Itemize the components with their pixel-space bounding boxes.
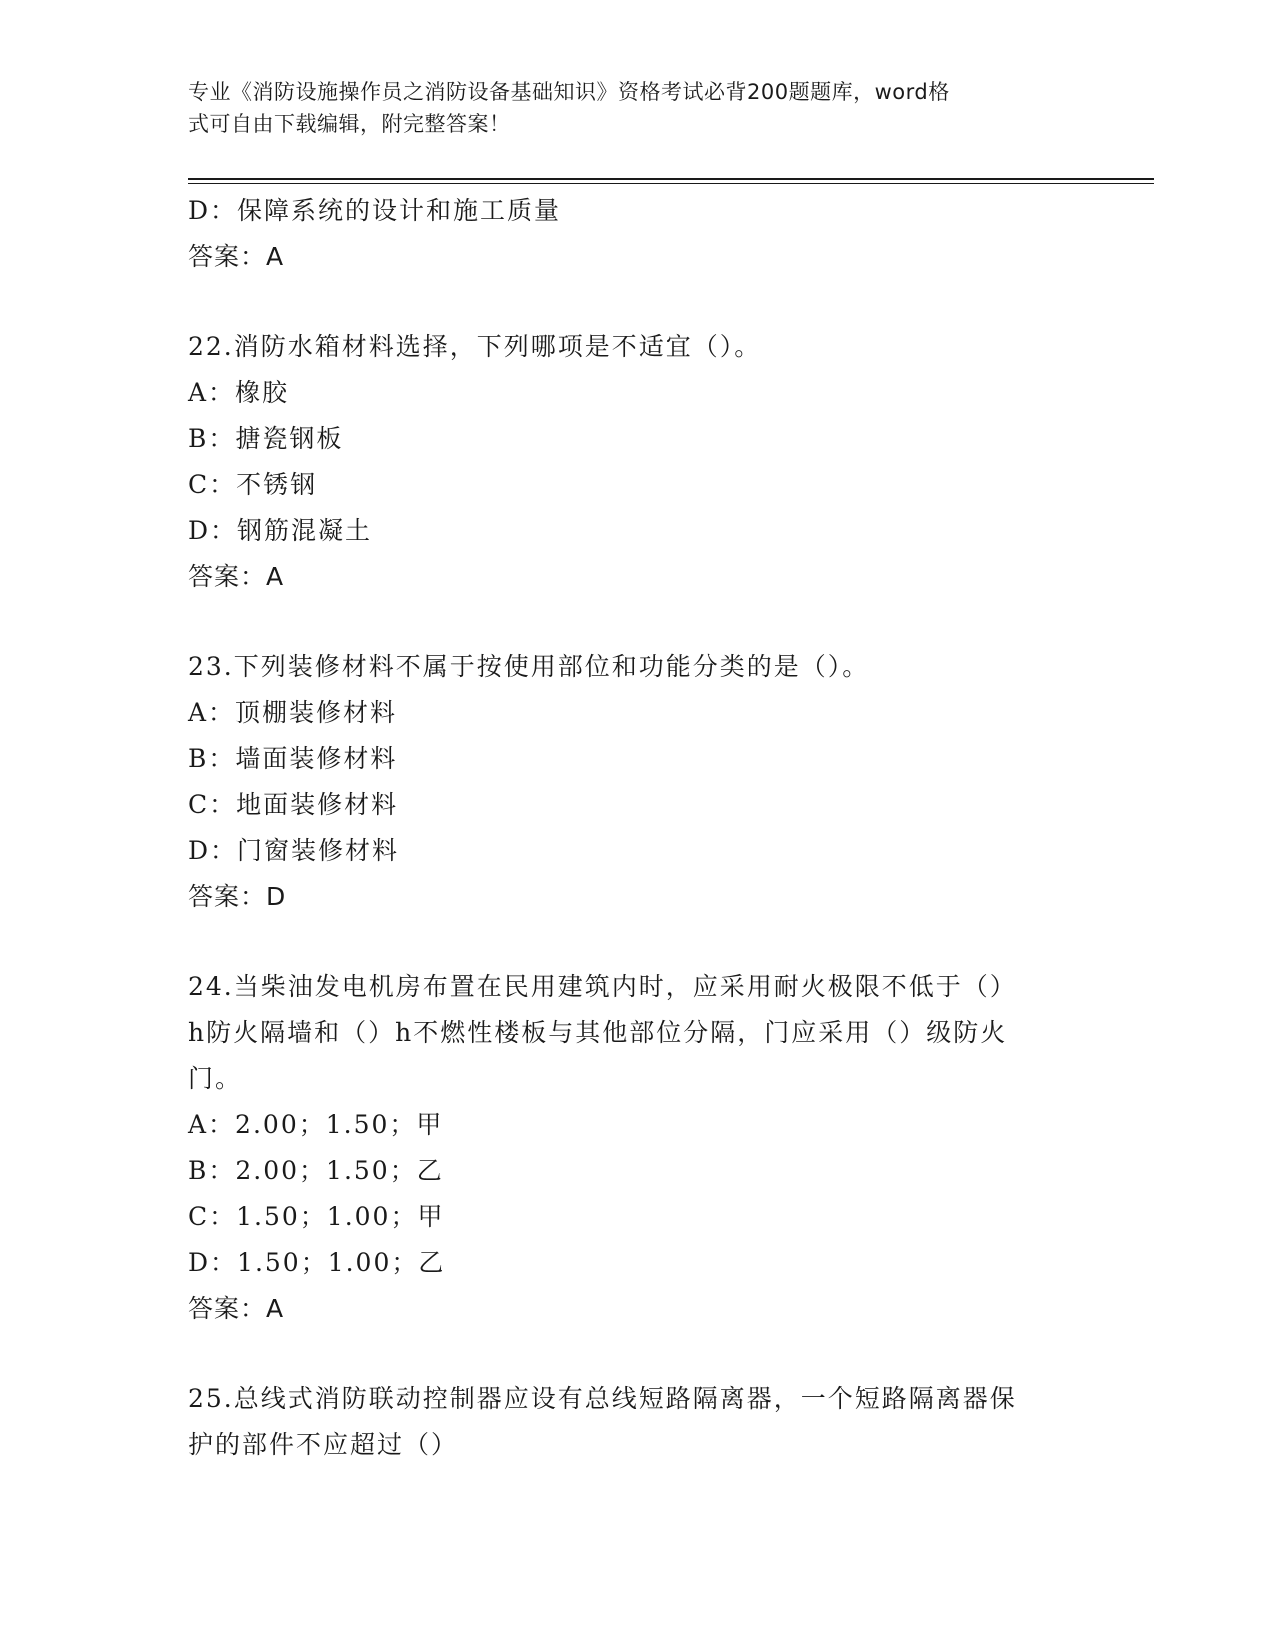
document-header [188,76,1068,140]
question-stem: 23.下列装修材料不属于按使用部位和功能分类的是（）。 [188,652,870,681]
answer: 答案：D [188,882,287,911]
option-d: D：保障系统的设计和施工质量 [188,196,562,225]
option-c: C：不锈钢 [188,470,318,499]
question-stem-line-2: 护的部件不应超过（） [188,1430,459,1459]
question-stem-line-1: 24.当柴油发电机房布置在民用建筑内时，应采用耐火极限不低于（） [188,972,1017,1001]
header-line-1: 专业《消防设施操作员之消防设备基础知识》资格考试必背200题题库，word格 [188,80,950,104]
option-d: D：1.50；1.00；乙 [188,1248,446,1277]
header-divider-thin [188,183,1154,184]
question-stem-line-3: 门。 [188,1064,243,1093]
question-list [188,188,1088,1468]
option-d: D：钢筋混凝土 [188,516,373,545]
question-24 [188,964,1088,1332]
option-a: A：顶棚装修材料 [188,698,398,727]
question-stem-line-1: 25.总线式消防联动控制器应设有总线短路隔离器，一个短路隔离器保 [188,1384,1017,1413]
option-a: A：2.00；1.50；甲 [188,1110,444,1139]
option-a: A：橡胶 [188,378,290,407]
option-d: D：门窗装修材料 [188,836,400,865]
question-stem: 22.消防水箱材料选择，下列哪项是不适宜（）。 [188,332,762,361]
answer: 答案：A [188,1294,285,1323]
option-c: C：地面装修材料 [188,790,399,819]
header-divider-thick [188,178,1154,180]
question-25 [188,1376,1088,1468]
answer: 答案：A [188,242,285,271]
option-b: B：搪瓷钢板 [188,424,344,453]
option-c: C：1.50；1.00；甲 [188,1202,445,1231]
question-21-tail [188,188,1088,280]
header-line-2: 式可自由下载编辑，附完整答案！ [188,112,511,136]
option-b: B：2.00；1.50；乙 [188,1156,444,1185]
question-stem-line-2: h防火隔墙和（）h不燃性楼板与其他部位分隔，门应采用（）级防火 [188,1018,1008,1047]
answer: 答案：A [188,562,285,591]
question-23 [188,644,1088,920]
question-22 [188,324,1088,600]
option-b: B：墙面装修材料 [188,744,398,773]
